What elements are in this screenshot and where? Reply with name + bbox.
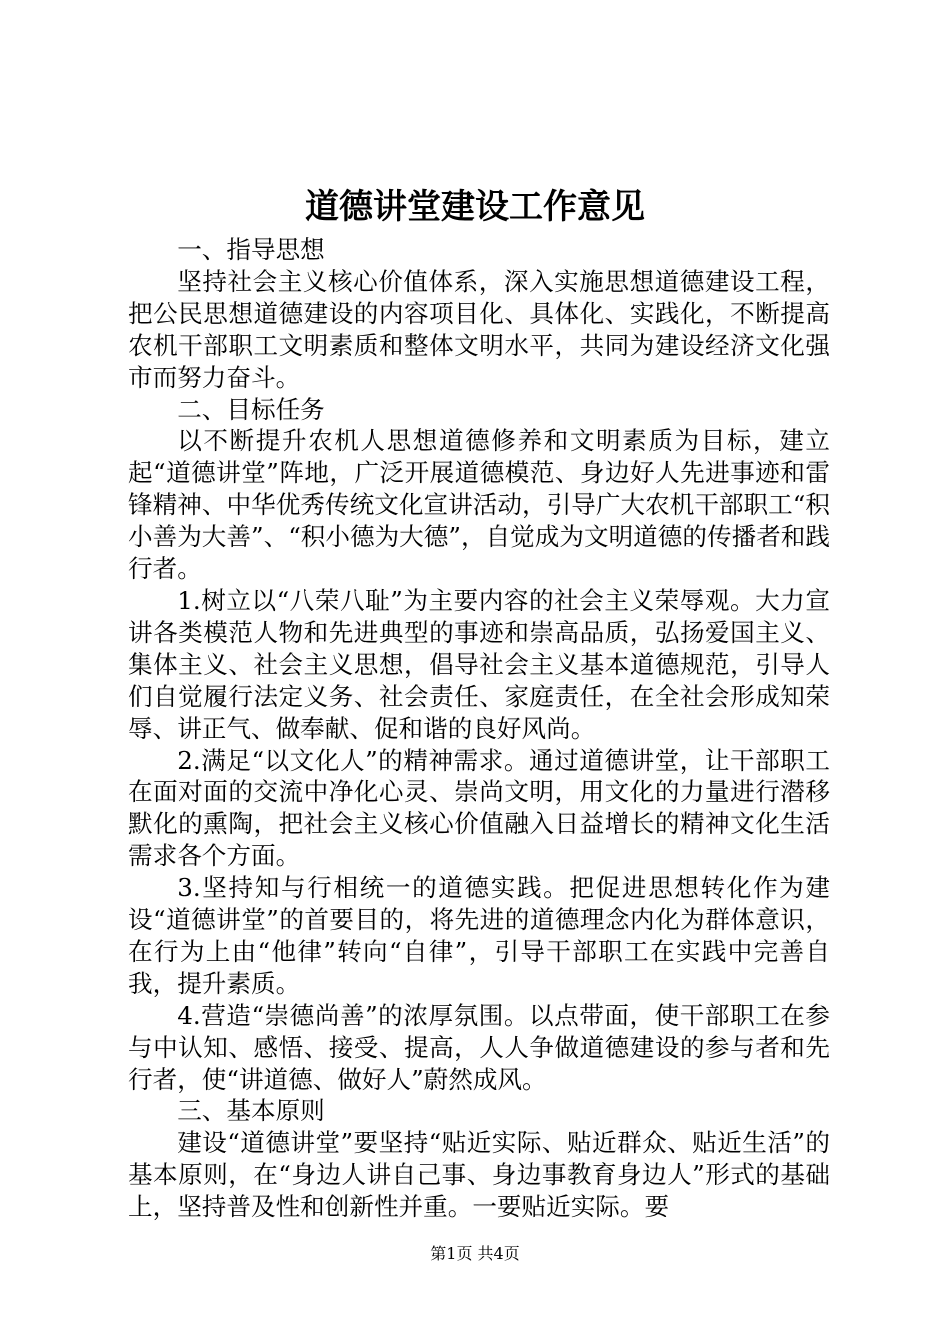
paragraph-goals: 以不断提升农机人思想道德修养和文明素质为目标，建立起“道德讲堂”阵地，广泛开展道德模范、身边好人先进事迹和雷锋精神、中华优秀传统文化宣讲活动，引导广大农机干部职工“积小善为大善”、“积小德为大德”，自觉成为文明道德的传播者和践行者。 <box>128 426 830 584</box>
paragraph-item-2: 2.满足“以文化人”的精神需求。通过道德讲堂，让干部职工在面对面的交流中净化心灵、崇尚文明，用文化的力量进行潜移默化的熏陶，把社会主义核心价值融入日益增长的精神文化生活需求各个方面。 <box>128 745 830 871</box>
paragraph-item-3: 3.坚持知与行相统一的道德实践。把促进思想转化作为建设“道德讲堂”的首要目的，将先进的道德理念内化为群体意识，在行为上由“他律”转向“自律”，引导干部职工在实践中完善自我，提升素质。 <box>128 873 830 998</box>
document-body <box>128 234 830 1223</box>
paragraph-guiding-ideology: 坚持社会主义核心价值体系，深入实施思想道德建设工程，把公民思想道德建设的内容项目化、具体化、实践化，不断提高农机干部职工文明素质和整体文明水平，共同为建设经济文化强市而努力奋斗。 <box>128 266 830 392</box>
paragraph-item-1: 1.树立以“八荣八耻”为主要内容的社会主义荣辱观。大力宣讲各类模范人物和先进典型的事迹和崇高品质，弘扬爱国主义、集体主义、社会主义思想，倡导社会主义基本道德规范，引导人们自觉履行法定义务、社会责任、家庭责任，在全社会形成知荣辱、讲正气、做奉献、促和谐的良好风尚。 <box>128 585 830 743</box>
section-heading-guiding-ideology: 一、指导思想 <box>177 235 325 264</box>
paragraph-principles: 建设“道德讲堂”要坚持“贴近实际、贴近群众、贴近生活”的基本原则，在“身边人讲自己事、身边事教育身边人”形式的基础上，坚持普及性和创新性并重。一要贴近实际。要 <box>128 1128 830 1222</box>
section-heading-goals: 二、目标任务 <box>177 394 325 424</box>
section-heading-principles: 三、基本原则 <box>177 1096 325 1126</box>
page-number-footer: 第1页 共4页 <box>430 1244 520 1263</box>
paragraph-item-4: 4.营造“崇德尚善”的浓厚氛围。以点带面，使干部职工在参与中认知、感悟、接受、提高，人人争做道德建设的参与者和先行者，使“讲道德、做好人”蔚然成风。 <box>128 1000 830 1094</box>
document-title: 道德讲堂建设工作意见 <box>305 187 645 227</box>
